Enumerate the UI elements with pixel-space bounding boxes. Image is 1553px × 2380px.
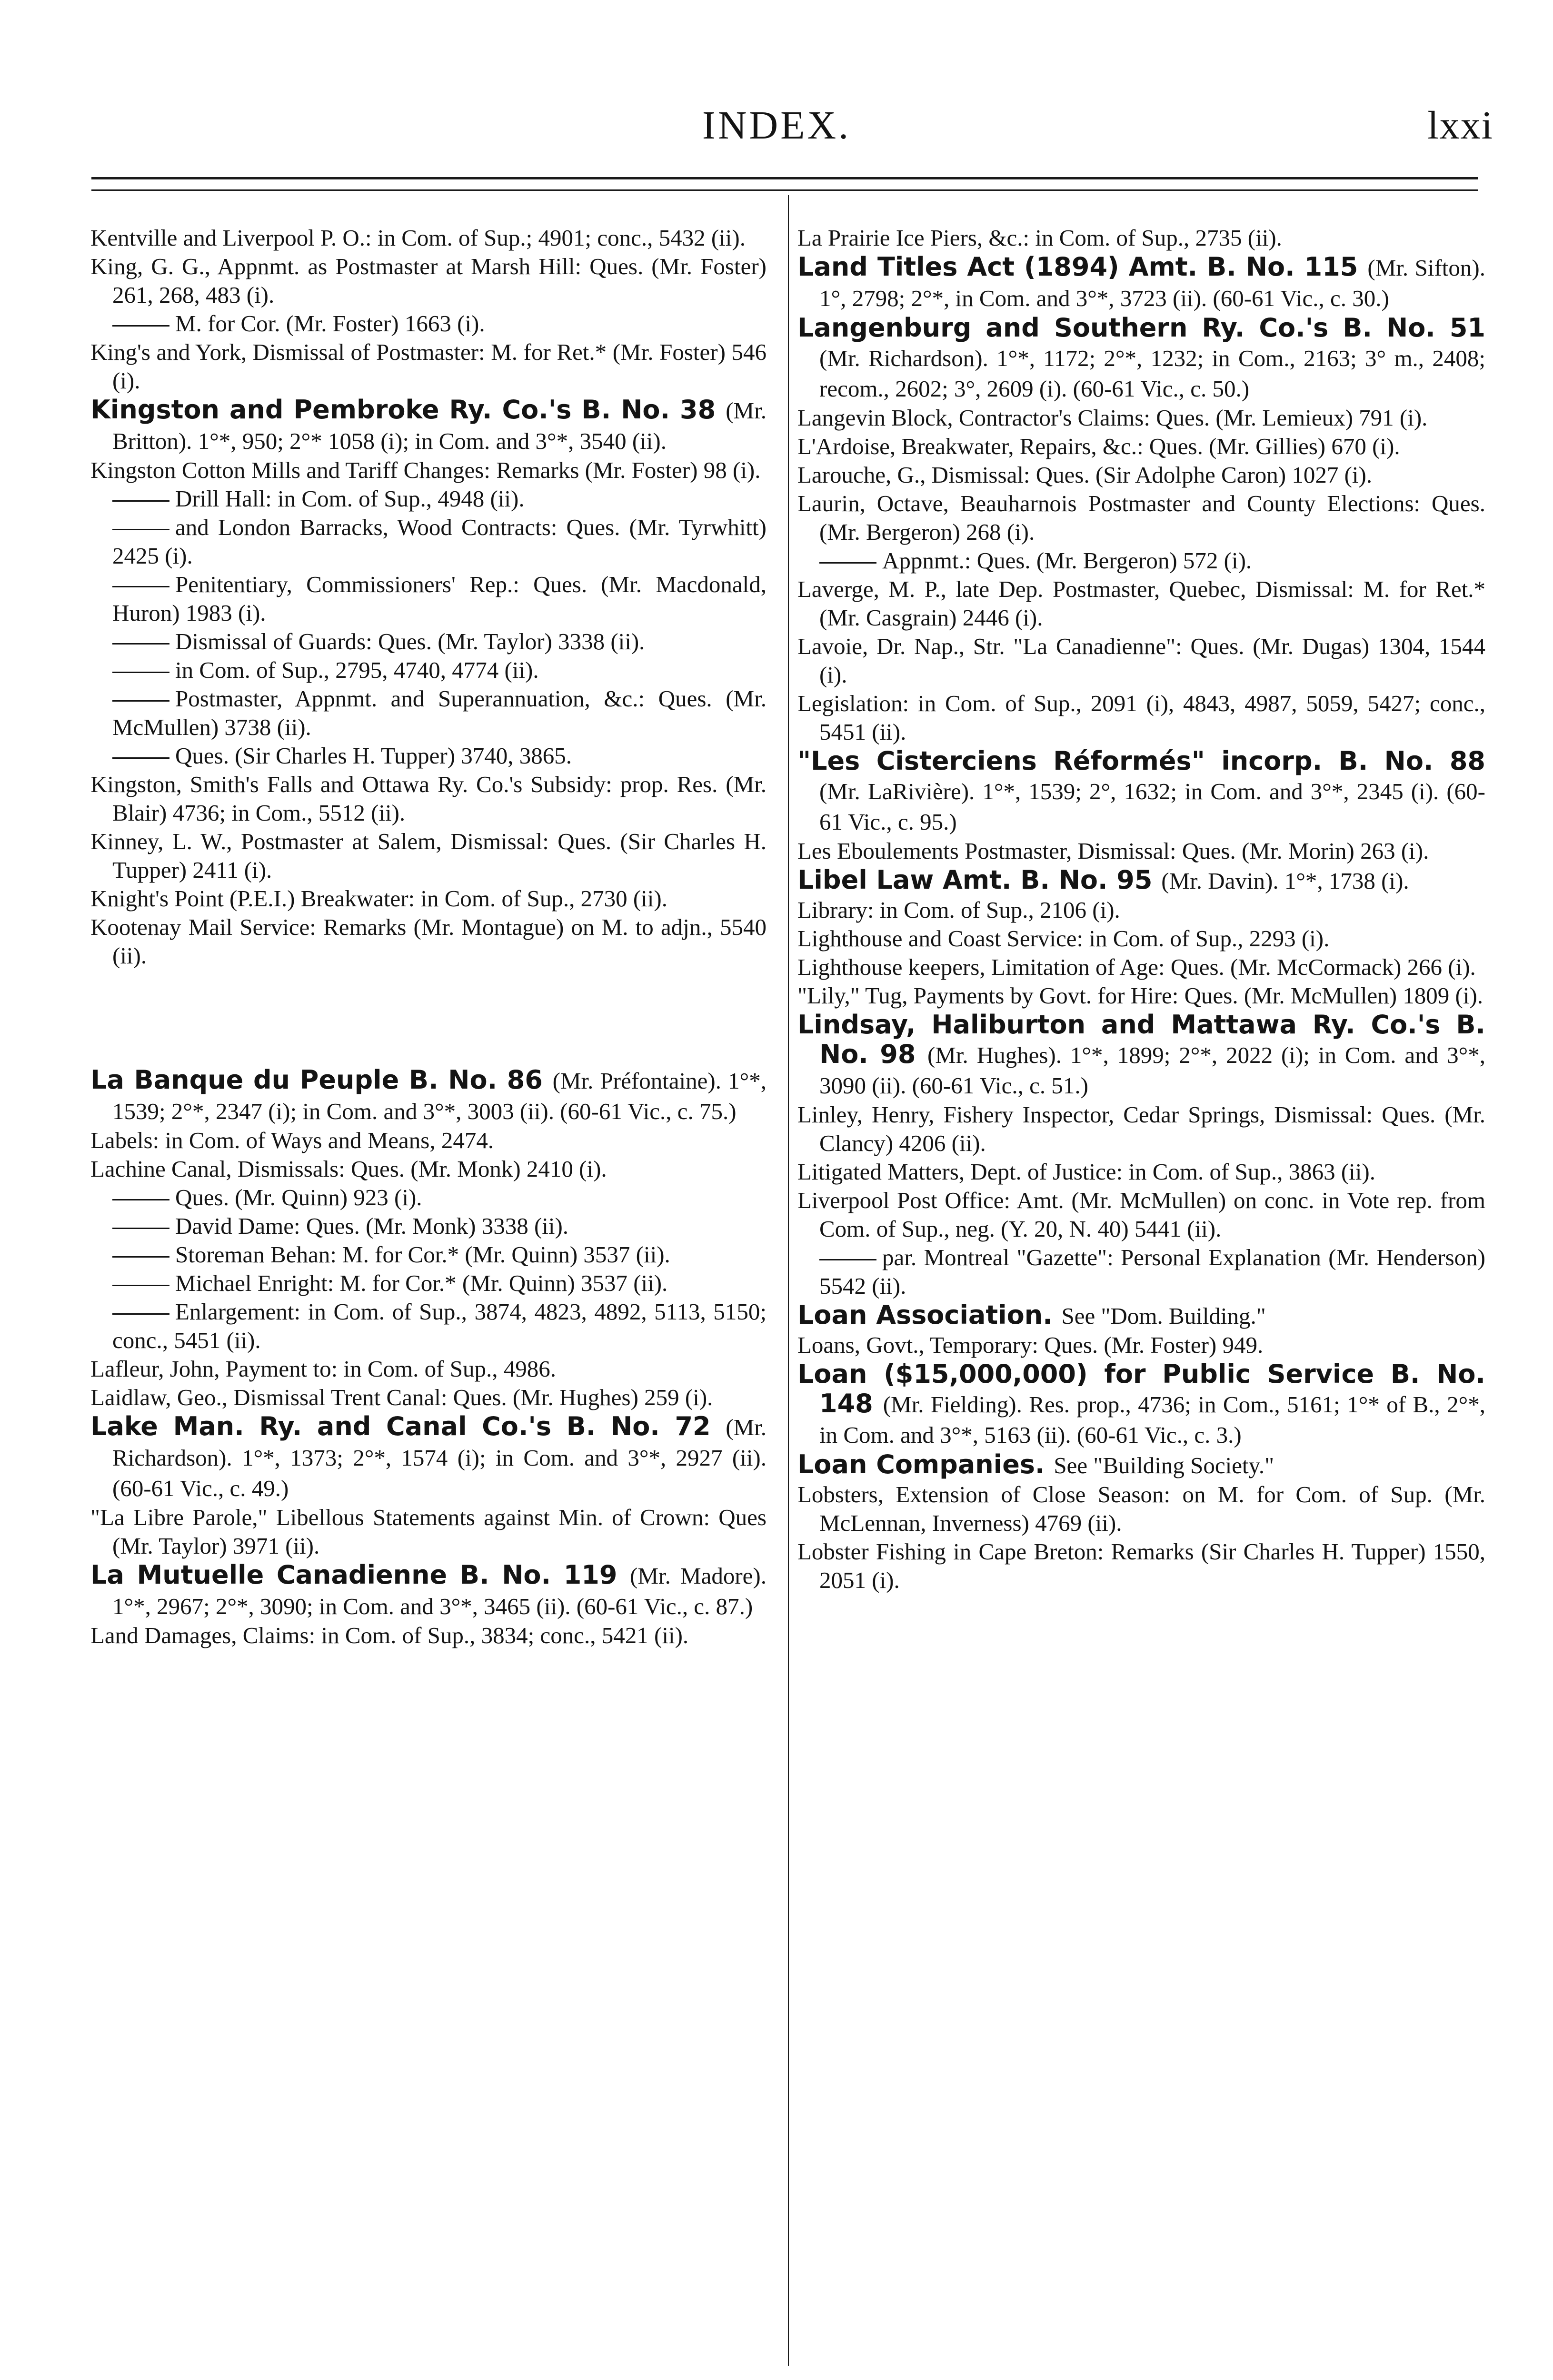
index-entry bbox=[797, 1158, 1485, 1186]
ditto-dash bbox=[112, 325, 169, 327]
entry-references: (Mr. Sifton). 1°, 2798; 2°*, in Com. and 3°*, 3723 (ii). (60-61 Vic., c. 30.) bbox=[819, 255, 1485, 311]
index-entry-bill bbox=[90, 1412, 767, 1503]
subentry-text: Drill Hall: in Com. of Sup., 4948 (ii). bbox=[175, 486, 525, 512]
index-entry-bill bbox=[797, 746, 1485, 837]
index-entry bbox=[90, 827, 767, 884]
ditto-dash bbox=[112, 700, 169, 702]
index-entry bbox=[797, 1101, 1485, 1158]
subentry-text: in Com. of Sup., 2795, 4740, 4774 (ii). bbox=[175, 657, 539, 683]
bill-heading: Libel Law Amt. B. No. 95 bbox=[797, 865, 1153, 895]
index-entry bbox=[90, 456, 767, 485]
ditto-dash bbox=[112, 1199, 169, 1200]
subentry-text: and London Barracks, Wood Contracts: Ques. (Mr. Tyrwhitt) 2425 (i). bbox=[112, 514, 767, 569]
ditto-dash bbox=[112, 1313, 169, 1315]
index-entry-bill bbox=[90, 1065, 767, 1126]
index-entry bbox=[90, 770, 767, 827]
index-entry bbox=[90, 884, 767, 913]
subentry-text: David Dame: Ques. (Mr. Monk) 3338 (ii). bbox=[175, 1213, 569, 1239]
page-title: INDEX. bbox=[702, 103, 851, 148]
bill-heading: Lindsay, Haliburton and Mattawa Ry. Co.'s B. No. 98 bbox=[797, 1010, 1485, 1069]
index-subentry bbox=[797, 1243, 1485, 1300]
ditto-dash bbox=[112, 1256, 169, 1258]
entry-references: (Mr. Hughes). 1°*, 1899; 2°*, 2022 (i); in Com. and 3°*, 3090 (ii). (60-61 Vic., c. 51.) bbox=[819, 1042, 1485, 1099]
entry-text: Lighthouse keepers, Limitation of Age: Ques. (Mr. McCormack) 266 (i). bbox=[797, 954, 1476, 980]
index-entry bbox=[90, 1383, 767, 1412]
subentry-text: Dismissal of Guards: Ques. (Mr. Taylor) 3338 (ii). bbox=[175, 628, 645, 654]
index-entry bbox=[797, 924, 1485, 953]
bill-heading: "Les Cisterciens Réformés" incorp. B. No. 88 bbox=[797, 746, 1485, 776]
index-entry bbox=[797, 1331, 1485, 1359]
index-entry bbox=[797, 1186, 1485, 1243]
index-entry-bill bbox=[797, 865, 1485, 896]
index-entry bbox=[797, 432, 1485, 461]
subentry-text: Appnmt.: Ques. (Mr. Bergeron) 572 (i). bbox=[882, 547, 1252, 574]
index-entry bbox=[90, 252, 767, 309]
bill-heading: Kingston and Pembroke Ry. Co.'s B. No. 38 bbox=[90, 395, 716, 425]
ditto-dash bbox=[112, 529, 169, 530]
right-column bbox=[797, 224, 1485, 1595]
entry-references: (Mr. Britton). 1°*, 950; 2°* 1058 (i); in Com. and 3°*, 3540 (ii). bbox=[112, 397, 767, 454]
index-entry bbox=[90, 224, 767, 252]
entry-text: Liverpool Post Office: Amt. (Mr. McMullen) on conc. in Vote rep. from Com. of Sup., neg. (Y. 20, N. 40) 5441 (ii). bbox=[797, 1187, 1485, 1242]
bill-heading: Loan Companies. bbox=[797, 1449, 1045, 1479]
section-spacer bbox=[90, 970, 767, 1065]
subentry-text: Ques. (Sir Charles H. Tupper) 3740, 3865. bbox=[175, 743, 572, 769]
header-rule-thick bbox=[91, 177, 1478, 179]
entry-references: (Mr. Davin). 1°*, 1738 (i). bbox=[1161, 868, 1409, 894]
index-subentry bbox=[90, 1298, 767, 1355]
index-entry-bill bbox=[797, 313, 1485, 404]
index-entry bbox=[797, 689, 1485, 746]
index-subentry bbox=[797, 546, 1485, 575]
entry-text: Kootenay Mail Service: Remarks (Mr. Montague) on M. to adjn., 5540 (ii). bbox=[90, 914, 767, 969]
index-subentry bbox=[90, 513, 767, 570]
entry-text: Laurin, Octave, Beauharnois Postmaster and County Elections: Ques. (Mr. Bergeron) 268 (i). bbox=[797, 490, 1485, 545]
subentry-text: par. Montreal "Gazette": Personal Explanation (Mr. Henderson) 5542 (ii). bbox=[819, 1244, 1485, 1299]
index-subentry bbox=[90, 1183, 767, 1212]
ditto-dash bbox=[819, 562, 876, 564]
index-entry bbox=[797, 404, 1485, 432]
entry-text: Legislation: in Com. of Sup., 2091 (i), 4843, 4987, 5059, 5427; conc., 5451 (ii). bbox=[797, 690, 1485, 745]
entry-references: (Mr. Madore). 1°*, 2967; 2°*, 3090; in Com. and 3°*, 3465 (ii). (60-61 Vic., c. 87.) bbox=[112, 1563, 767, 1619]
index-entry bbox=[797, 632, 1485, 689]
index-subentry bbox=[90, 684, 767, 742]
subentry-text: M. for Cor. (Mr. Foster) 1663 (i). bbox=[175, 310, 485, 337]
subentry-text: Enlargement: in Com. of Sup., 3874, 4823, 4892, 5113, 5150; conc., 5451 (ii). bbox=[112, 1299, 767, 1353]
index-subentry bbox=[90, 1240, 767, 1269]
entry-text: Kentville and Liverpool P. O.: in Com. of Sup.; 4901; conc., 5432 (ii). bbox=[90, 225, 746, 251]
index-entry bbox=[90, 338, 767, 395]
entry-text: Les Eboulements Postmaster, Dismissal: Ques. (Mr. Morin) 263 (i). bbox=[797, 838, 1429, 864]
index-entry-bill bbox=[797, 1010, 1485, 1101]
entry-text: Langevin Block, Contractor's Claims: Ques. (Mr. Lemieux) 791 (i). bbox=[797, 405, 1428, 431]
index-subentry bbox=[90, 656, 767, 684]
index-entry bbox=[797, 461, 1485, 489]
page-header bbox=[0, 0, 1553, 157]
ditto-dash bbox=[819, 1259, 876, 1260]
index-subentry bbox=[90, 742, 767, 770]
entry-references: (Mr. Fielding). Res. prop., 4736; in Com., 5161; 1°* of B., 2°*, in Com. and 3°*, 5163 (ii). (60-61 Vic., c. 3.) bbox=[819, 1391, 1485, 1448]
index-entry bbox=[90, 913, 767, 970]
entry-text: Laidlaw, Geo., Dismissal Trent Canal: Ques. (Mr. Hughes) 259 (i). bbox=[90, 1384, 713, 1410]
entry-text: Kingston Cotton Mills and Tariff Changes: Remarks (Mr. Foster) 98 (i). bbox=[90, 457, 761, 483]
index-entry bbox=[797, 575, 1485, 632]
entry-references: (Mr. Richardson). 1°*, 1373; 2°*, 1574 (i); in Com. and 3°*, 2927 (ii). (60-61 Vic., c. 49.) bbox=[112, 1414, 767, 1501]
subentry-text: Postmaster, Appnmt. and Superannuation, &c.: Ques. (Mr. McMullen) 3738 (ii). bbox=[112, 685, 767, 740]
left-column bbox=[90, 224, 767, 1650]
entry-text: Lobsters, Extension of Close Season: on M. for Com. of Sup. (Mr. McLennan, Inverness) 4769 (ii). bbox=[797, 1481, 1485, 1536]
bill-heading: Langenburg and Southern Ry. Co.'s B. No. 51 bbox=[797, 313, 1485, 343]
index-entry bbox=[797, 489, 1485, 546]
entry-text: King, G. G., Appnmt. as Postmaster at Marsh Hill: Ques. (Mr. Foster) 261, 268, 483 (i). bbox=[90, 253, 767, 308]
bill-heading: Land Titles Act (1894) Amt. B. No. 115 bbox=[797, 252, 1358, 282]
index-entry bbox=[90, 1126, 767, 1155]
index-subentry bbox=[90, 1269, 767, 1298]
index-entry bbox=[90, 1503, 767, 1560]
entry-text: Knight's Point (P.E.I.) Breakwater: in Com. of Sup., 2730 (ii). bbox=[90, 885, 667, 912]
entry-text: Lachine Canal, Dismissals: Ques. (Mr. Monk) 2410 (i). bbox=[90, 1156, 607, 1182]
ditto-dash bbox=[112, 586, 169, 587]
index-entry bbox=[797, 224, 1485, 252]
subentry-text: Storeman Behan: M. for Cor.* (Mr. Quinn) 3537 (ii). bbox=[175, 1241, 670, 1268]
index-entry bbox=[797, 1480, 1485, 1537]
index-entry bbox=[797, 837, 1485, 865]
entry-text: Larouche, G., Dismissal: Ques. (Sir Adolphe Caron) 1027 (i). bbox=[797, 462, 1373, 488]
entry-text: Lighthouse and Coast Service: in Com. of Sup., 2293 (i). bbox=[797, 925, 1330, 952]
entry-text: Lavoie, Dr. Nap., Str. "La Canadienne": Ques. (Mr. Dugas) 1304, 1544 (i). bbox=[797, 633, 1485, 688]
index-entry-bill bbox=[797, 252, 1485, 313]
index-subentry bbox=[90, 309, 767, 338]
column-divider bbox=[788, 195, 789, 2366]
entry-text: Kinney, L. W., Postmaster at Salem, Dismissal: Ques. (Sir Charles H. Tupper) 2411 (i). bbox=[90, 828, 767, 883]
index-subentry bbox=[90, 627, 767, 656]
index-entry bbox=[797, 953, 1485, 982]
subentry-text: Ques. (Mr. Quinn) 923 (i). bbox=[175, 1184, 422, 1210]
entry-text: Loans, Govt., Temporary: Ques. (Mr. Foster) 949. bbox=[797, 1332, 1264, 1358]
entry-text: Linley, Henry, Fishery Inspector, Cedar Springs, Dismissal: Ques. (Mr. Clancy) 4206 (ii). bbox=[797, 1101, 1485, 1156]
entry-text: Lobster Fishing in Cape Breton: Remarks (Sir Charles H. Tupper) 1550, 2051 (i). bbox=[797, 1538, 1485, 1593]
index-subentry bbox=[90, 485, 767, 513]
entry-references: (Mr. LaRivière). 1°*, 1539; 2°, 1632; in Com. and 3°*, 2345 (i). (60-61 Vic., c. 95.) bbox=[819, 778, 1485, 835]
ditto-dash bbox=[112, 500, 169, 502]
entry-text: Laverge, M. P., late Dep. Postmaster, Quebec, Dismissal: M. for Ret.* (Mr. Casgrain) 2446 (i). bbox=[797, 576, 1485, 631]
entry-text: Labels: in Com. of Ways and Means, 2474. bbox=[90, 1127, 494, 1153]
index-subentry bbox=[90, 570, 767, 627]
bill-heading: Loan Association. bbox=[797, 1300, 1053, 1330]
index-entry-bill bbox=[90, 395, 767, 456]
index-entry bbox=[90, 1155, 767, 1183]
entry-text: "La Libre Parole," Libellous Statements against Min. of Crown: Ques (Mr. Taylor) 3971 (ii). bbox=[90, 1504, 767, 1559]
subentry-text: Michael Enright: M. for Cor.* (Mr. Quinn) 3537 (ii). bbox=[175, 1270, 668, 1296]
entry-text: La Prairie Ice Piers, &c.: in Com. of Sup., 2735 (ii). bbox=[797, 225, 1282, 251]
page-number: lxxi bbox=[1427, 103, 1493, 148]
index-entry-bill bbox=[90, 1560, 767, 1621]
entry-references: (Mr. Préfontaine). 1°*, 1539; 2°*, 2347 (i); in Com. and 3°*, 3003 (ii). (60-61 Vic., c. 75.) bbox=[112, 1068, 767, 1124]
entry-text: "Lily," Tug, Payments by Govt. for Hire: Ques. (Mr. McMullen) 1809 (i). bbox=[797, 982, 1483, 1009]
ditto-dash bbox=[112, 757, 169, 759]
ditto-dash bbox=[112, 643, 169, 645]
bill-heading: Lake Man. Ry. and Canal Co.'s B. No. 72 bbox=[90, 1411, 711, 1441]
index-entry bbox=[797, 1537, 1485, 1595]
index-entry-bill bbox=[797, 1300, 1485, 1331]
subentry-text: Penitentiary, Commissioners' Rep.: Ques. (Mr. Macdonald, Huron) 1983 (i). bbox=[112, 571, 767, 626]
ditto-dash bbox=[112, 672, 169, 673]
entry-references: See "Dom. Building." bbox=[1061, 1303, 1266, 1329]
entry-text: Library: in Com. of Sup., 2106 (i). bbox=[797, 897, 1120, 923]
index-entry bbox=[797, 982, 1485, 1010]
ditto-dash bbox=[112, 1228, 169, 1229]
index-subentry bbox=[90, 1212, 767, 1240]
entry-text: Lafleur, John, Payment to: in Com. of Sup., 4986. bbox=[90, 1356, 556, 1382]
entry-references: (Mr. Richardson). 1°*, 1172; 2°*, 1232; in Com., 2163; 3° m., 2408; recom., 2602; 3°, 2609 (i). (60-61 Vic., c. 50.) bbox=[819, 345, 1485, 402]
entry-references: See "Building Society." bbox=[1054, 1452, 1274, 1478]
bill-heading: La Banque du Peuple B. No. 86 bbox=[90, 1065, 543, 1095]
header-rule-thin bbox=[91, 189, 1478, 191]
bill-heading: Loan ($15,000,000) for Public Service B. No. 148 bbox=[797, 1359, 1485, 1418]
entry-text: L'Ardoise, Breakwater, Repairs, &c.: Ques. (Mr. Gillies) 670 (i). bbox=[797, 433, 1400, 459]
entry-text: Litigated Matters, Dept. of Justice: in Com. of Sup., 3863 (ii). bbox=[797, 1159, 1375, 1185]
entry-text: Kingston, Smith's Falls and Ottawa Ry. Co.'s Subsidy: prop. Res. (Mr. Blair) 4736; in Com., 5512 (ii). bbox=[90, 771, 767, 826]
index-entry bbox=[90, 1621, 767, 1650]
bill-heading: La Mutuelle Canadienne B. No. 119 bbox=[90, 1560, 617, 1590]
entry-text: King's and York, Dismissal of Postmaster: M. for Ret.* (Mr. Foster) 546 (i). bbox=[90, 339, 767, 394]
index-entry bbox=[797, 896, 1485, 924]
index-entry bbox=[90, 1355, 767, 1383]
index-entry-bill bbox=[797, 1450, 1485, 1480]
index-entry-bill bbox=[797, 1359, 1485, 1450]
entry-text: Land Damages, Claims: in Com. of Sup., 3834; conc., 5421 (ii). bbox=[90, 1622, 689, 1648]
ditto-dash bbox=[112, 1285, 169, 1286]
